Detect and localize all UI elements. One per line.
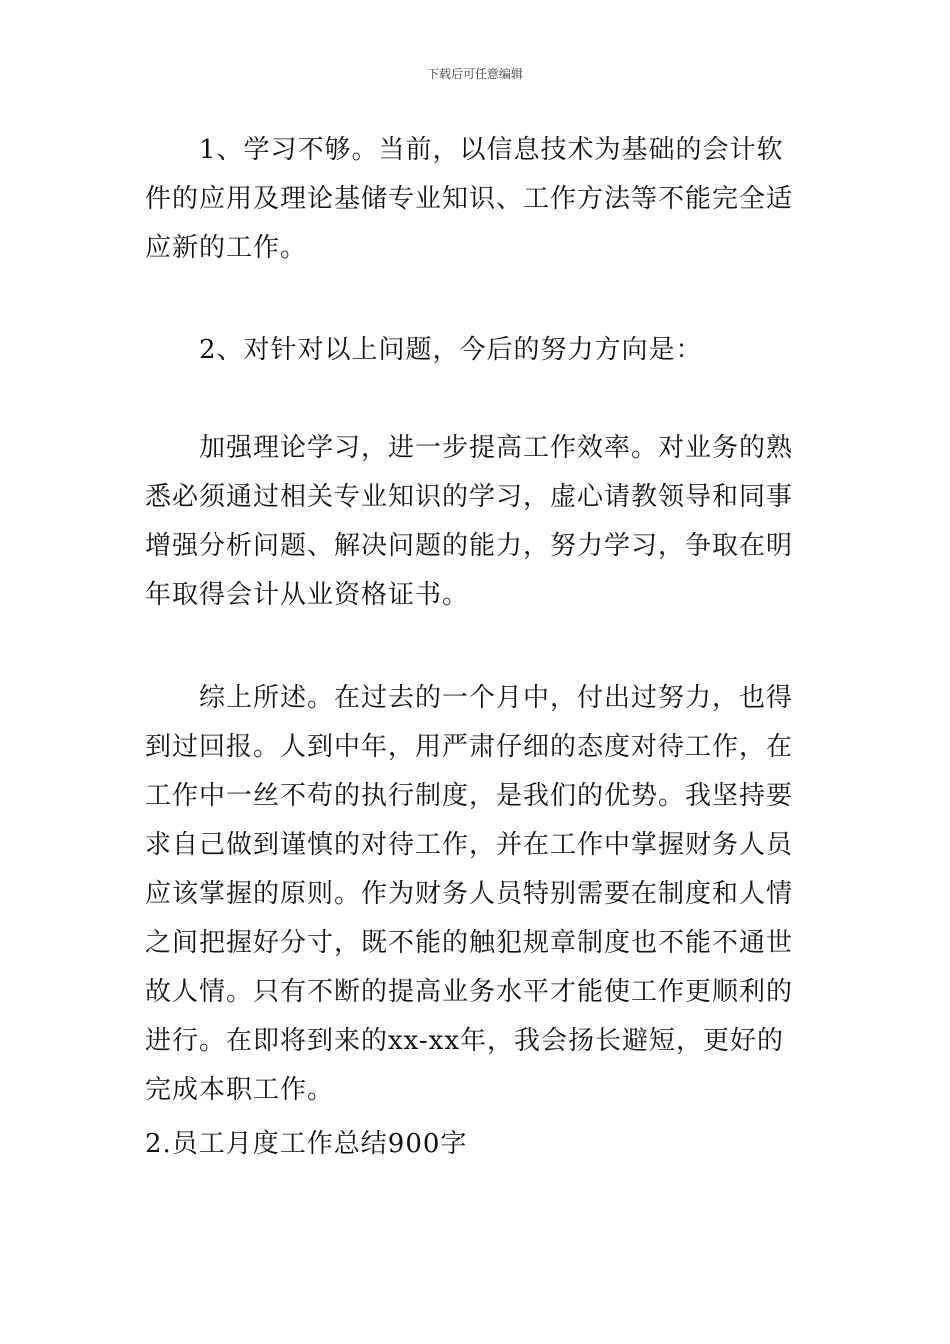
page-header: 下载后可任意编辑 (426, 67, 523, 81)
paragraph-study-shortcoming: 1、学习不够。当前，以信息技术为基础的会计软件的应用及理论基储专业知识、工作方法等不能完全适应新的工作。 (145, 135, 794, 263)
section-heading: 2.员工月度工作总结900字 (145, 1129, 468, 1159)
paragraph-improvement-direction: 2、对针对以上问题，今后的努力方向是： (199, 335, 703, 365)
paragraph-strengthen-learning: 加强理论学习，进一步提高工作效率。对业务的熟悉必须通过相关专业知识的学习，虚心请教领导和同事增强分析问题、解决问题的能力，努力学习，争取在明年取得会计从业资格证书。 (145, 433, 794, 610)
paragraph-summary: 综上所述。在过去的一个月中，付出过努力，也得到过回报。人到中年，用严肃仔细的态度对待工作，在工作中一丝不苟的执行制度，是我们的优势。我坚持要求自己做到谨慎的对待工作，并在工作中掌握财务人员应该掌握的原则。作为财务人员特别需要在制度和人情之间把握好分寸，既不能的触犯规章制度也不能不通世故人情。只有不断的提高业务水平才能使工作更顺利的进行。在即将到来的xx-xx年，我会扬长避短，更好的完成本职工作。 (145, 683, 794, 1105)
